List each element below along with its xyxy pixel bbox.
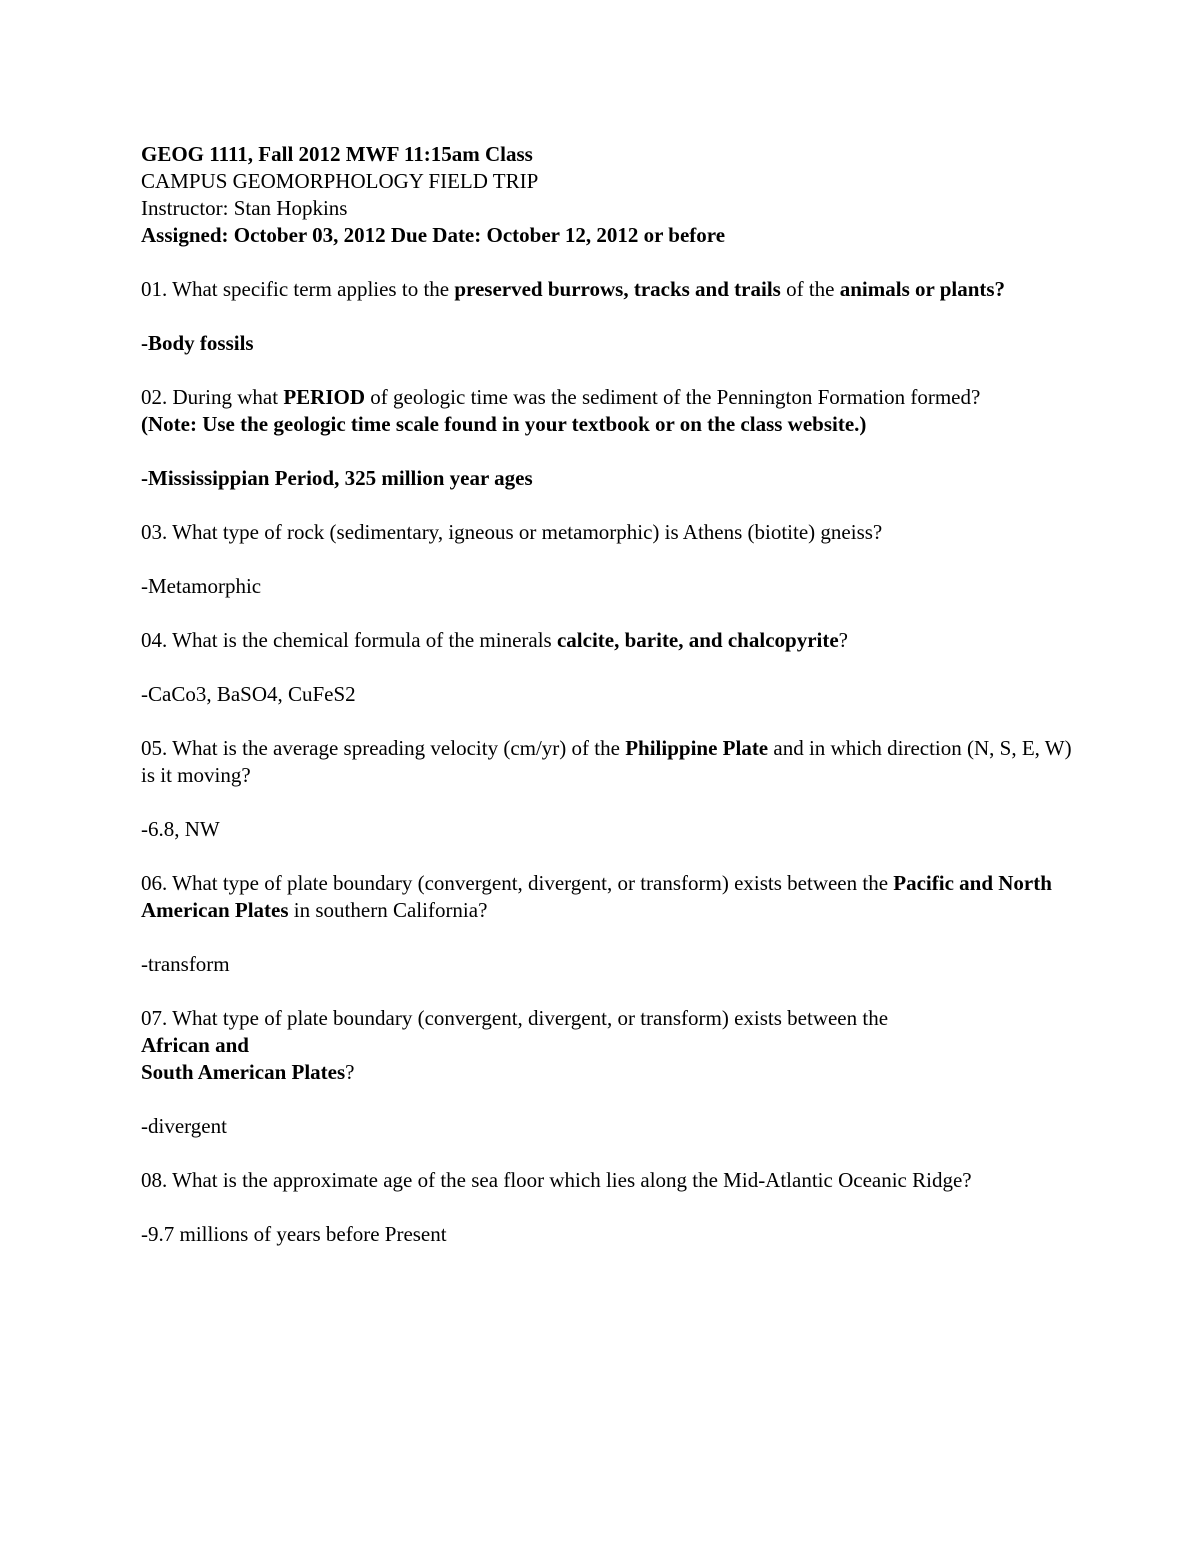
q5-bold-1: Philippine Plate: [625, 736, 769, 760]
spacer: [141, 303, 1076, 330]
q4-text-1: 04. What is the chemical formula of the minerals: [141, 628, 557, 652]
question-06-cont: [141, 897, 1076, 924]
answer-01: -Body fossils: [141, 331, 254, 355]
q1-bold-1: preserved burrows, tracks and trails: [454, 277, 781, 301]
spacer: [141, 546, 1076, 573]
spacer: [141, 924, 1076, 951]
spacer: [141, 1140, 1076, 1167]
spacer: [141, 438, 1076, 465]
question-07-bold-1: African and: [141, 1033, 249, 1057]
spacer: [141, 843, 1076, 870]
answer-05: -6.8, NW: [141, 817, 220, 841]
q6-bold-2: American Plates: [141, 898, 289, 922]
question-01: [141, 276, 1076, 303]
q2-text-1: 02. During what: [141, 385, 284, 409]
dates-line: Assigned: October 03, 2012 Due Date: October 12, 2012 or before: [141, 223, 726, 247]
q2-bold-1: PERIOD: [283, 385, 366, 409]
question-05-cont: is it moving?: [141, 763, 251, 787]
spacer: [141, 708, 1076, 735]
q2-text-2: of geologic time was the sediment of the Pennington Formation formed?: [365, 385, 981, 409]
q7-bold-2: South American Plates: [141, 1060, 346, 1084]
q4-text-2: ?: [838, 628, 848, 652]
spacer: [141, 1194, 1076, 1221]
question-04: [141, 627, 1076, 654]
spacer: [141, 1086, 1076, 1113]
spacer: [141, 249, 1076, 276]
instructor-line: Instructor: Stan Hopkins: [141, 196, 348, 220]
q7-text-2: ?: [345, 1060, 355, 1084]
q5-text-1: 05. What is the average spreading velocity (cm/yr) of the: [141, 736, 626, 760]
question-08: 08. What is the approximate age of the sea floor which lies along the Mid-Atlantic Oceanic Ridge?: [141, 1168, 972, 1192]
answer-08: -9.7 millions of years before Present: [141, 1222, 447, 1246]
question-06: [141, 870, 1076, 897]
answer-07: -divergent: [141, 1114, 227, 1138]
question-02-note: (Note: Use the geologic time scale found in your textbook or on the class website.): [141, 412, 867, 436]
spacer: [141, 978, 1076, 1005]
question-03: 03. What type of rock (sedimentary, igneous or metamorphic) is Athens (biotite) gneiss?: [141, 520, 883, 544]
spacer: [141, 600, 1076, 627]
spacer: [141, 789, 1076, 816]
document-body: [141, 141, 1076, 1248]
title-line: CAMPUS GEOMORPHOLOGY FIELD TRIP: [141, 169, 539, 193]
q1-text-2: of the: [780, 277, 840, 301]
answer-02: -Mississippian Period, 325 million year ages: [141, 466, 533, 490]
question-07: 07. What type of plate boundary (convergent, divergent, or transform) exists between the: [141, 1006, 889, 1030]
question-05: [141, 735, 1076, 762]
spacer: [141, 357, 1076, 384]
answer-03: -Metamorphic: [141, 574, 262, 598]
question-02: [141, 384, 1076, 411]
course-line: GEOG 1111, Fall 2012 MWF 11:15am Class: [141, 142, 533, 166]
answer-04: -CaCo3, BaSO4, CuFeS2: [141, 682, 356, 706]
q6-text-1: 06. What type of plate boundary (convergent, divergent, or transform) exists between the: [141, 871, 894, 895]
question-07-cont: [141, 1059, 1076, 1086]
q6-text-2: in southern California?: [288, 898, 488, 922]
spacer: [141, 654, 1076, 681]
q4-bold-1: calcite, barite, and chalcopyrite: [556, 628, 839, 652]
answer-06: -transform: [141, 952, 230, 976]
spacer: [141, 492, 1076, 519]
q1-bold-2: animals or plants?: [839, 277, 1006, 301]
q6-bold-1: Pacific and North: [893, 871, 1052, 895]
q1-text-1: 01. What specific term applies to the: [141, 277, 455, 301]
q5-text-2: and in which direction (N, S, E, W): [768, 736, 1072, 760]
